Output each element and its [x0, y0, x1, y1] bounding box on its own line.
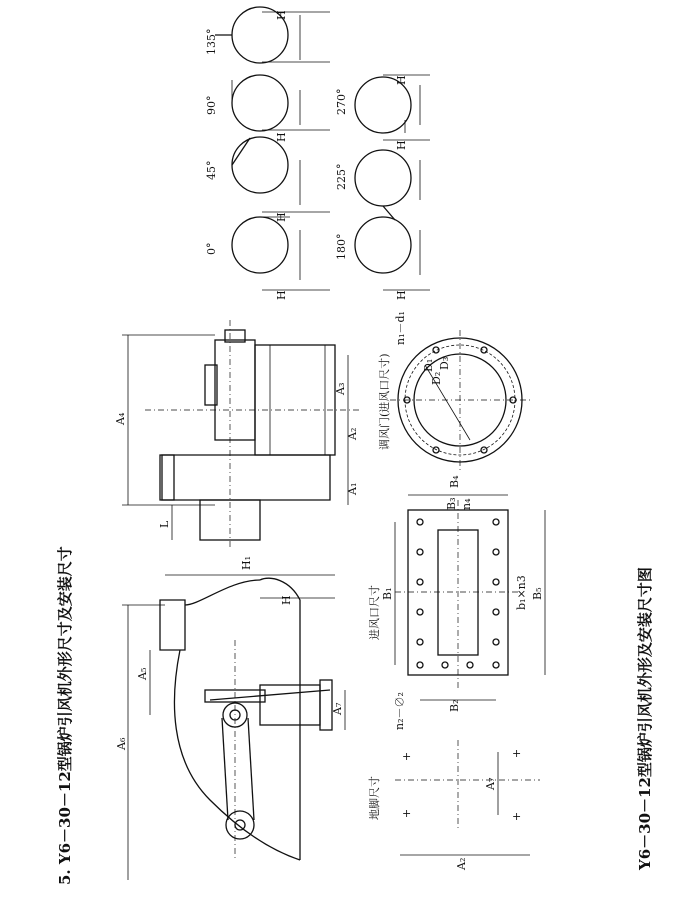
fan-front-view [114, 320, 360, 550]
svg-text:+: + [402, 807, 412, 820]
dim-A5: A₅ [136, 667, 149, 680]
label-damper: 调风门(进风口尺寸) [378, 353, 391, 450]
angle-H-180: H [395, 290, 408, 300]
label-n1d1: n₁－d₁ [394, 311, 407, 345]
angle-label-225: 225° [335, 163, 348, 190]
angle-H-0: H [275, 290, 288, 300]
dim-H-side: H [280, 595, 293, 605]
inlet-flange-view [367, 475, 545, 730]
angle-label-0: 0° [205, 242, 218, 255]
dim-A4: A₄ [114, 412, 127, 425]
angle-H-90: H [275, 132, 288, 142]
label-inlet: 进风口尺寸 [368, 585, 381, 640]
angle-label-45: 45° [205, 160, 218, 180]
dim-B2: B₂ [448, 699, 461, 712]
angle-135 [205, 7, 330, 63]
damper-flange-view [377, 311, 530, 470]
angle-0 [205, 217, 330, 300]
label-b1n3: b₁×n3 [515, 575, 528, 610]
foot-bolt-view [367, 740, 540, 871]
dim-H1: H₁ [240, 555, 253, 570]
page-title: 5. Y6－30－12型锅炉引风机外形尺寸及安装尺寸 [56, 546, 74, 885]
dim-A7: A₇ [331, 702, 344, 715]
label-n2d2: n₂－∅₂ [393, 692, 406, 730]
dim-A6: A₆ [115, 737, 128, 750]
angle-H-270: H [395, 75, 408, 85]
dim-B1: B₁ [381, 587, 394, 600]
angle-label-270: 270° [335, 88, 348, 115]
dim-D3: D₃ [438, 356, 451, 370]
angle-180 [335, 217, 430, 300]
rotation-diagrams [205, 7, 430, 300]
svg-text:+: + [512, 810, 522, 823]
svg-text:+: + [512, 747, 522, 760]
angle-H-45: H [275, 212, 288, 222]
dim-L: L [158, 520, 171, 528]
angle-label-180: 180° [335, 233, 348, 260]
dim-D2: D₂ [430, 371, 443, 385]
angle-label-90: 90° [205, 95, 218, 115]
dim-A7-foot: A₇ [484, 777, 497, 790]
angle-H-135: H [275, 10, 288, 20]
figure-caption: Y6－30－12型锅炉引风机外形及安装尺寸图 [636, 567, 654, 870]
svg-text:+: + [402, 750, 412, 763]
angle-225 [335, 140, 430, 220]
dim-B4: B₄ [448, 475, 461, 488]
dim-B3: B₃ [445, 497, 458, 510]
fan-side-view [115, 556, 345, 880]
angle-270 [335, 75, 430, 133]
angle-H-225: H [395, 140, 408, 150]
angle-90 [205, 75, 330, 142]
angle-45 [205, 137, 330, 222]
label-n1: n₄ [460, 498, 473, 510]
label-foot: 地脚尺寸 [368, 776, 381, 820]
dim-A2: A₂ [346, 427, 359, 440]
angle-label-135: 135° [205, 28, 218, 55]
dim-B5: B₅ [531, 587, 544, 600]
dim-A3: A₃ [334, 382, 347, 395]
dim-A2-foot: A₂ [455, 857, 468, 870]
dim-D1: D₁ [422, 358, 435, 372]
dim-A1: A₁ [346, 482, 359, 495]
